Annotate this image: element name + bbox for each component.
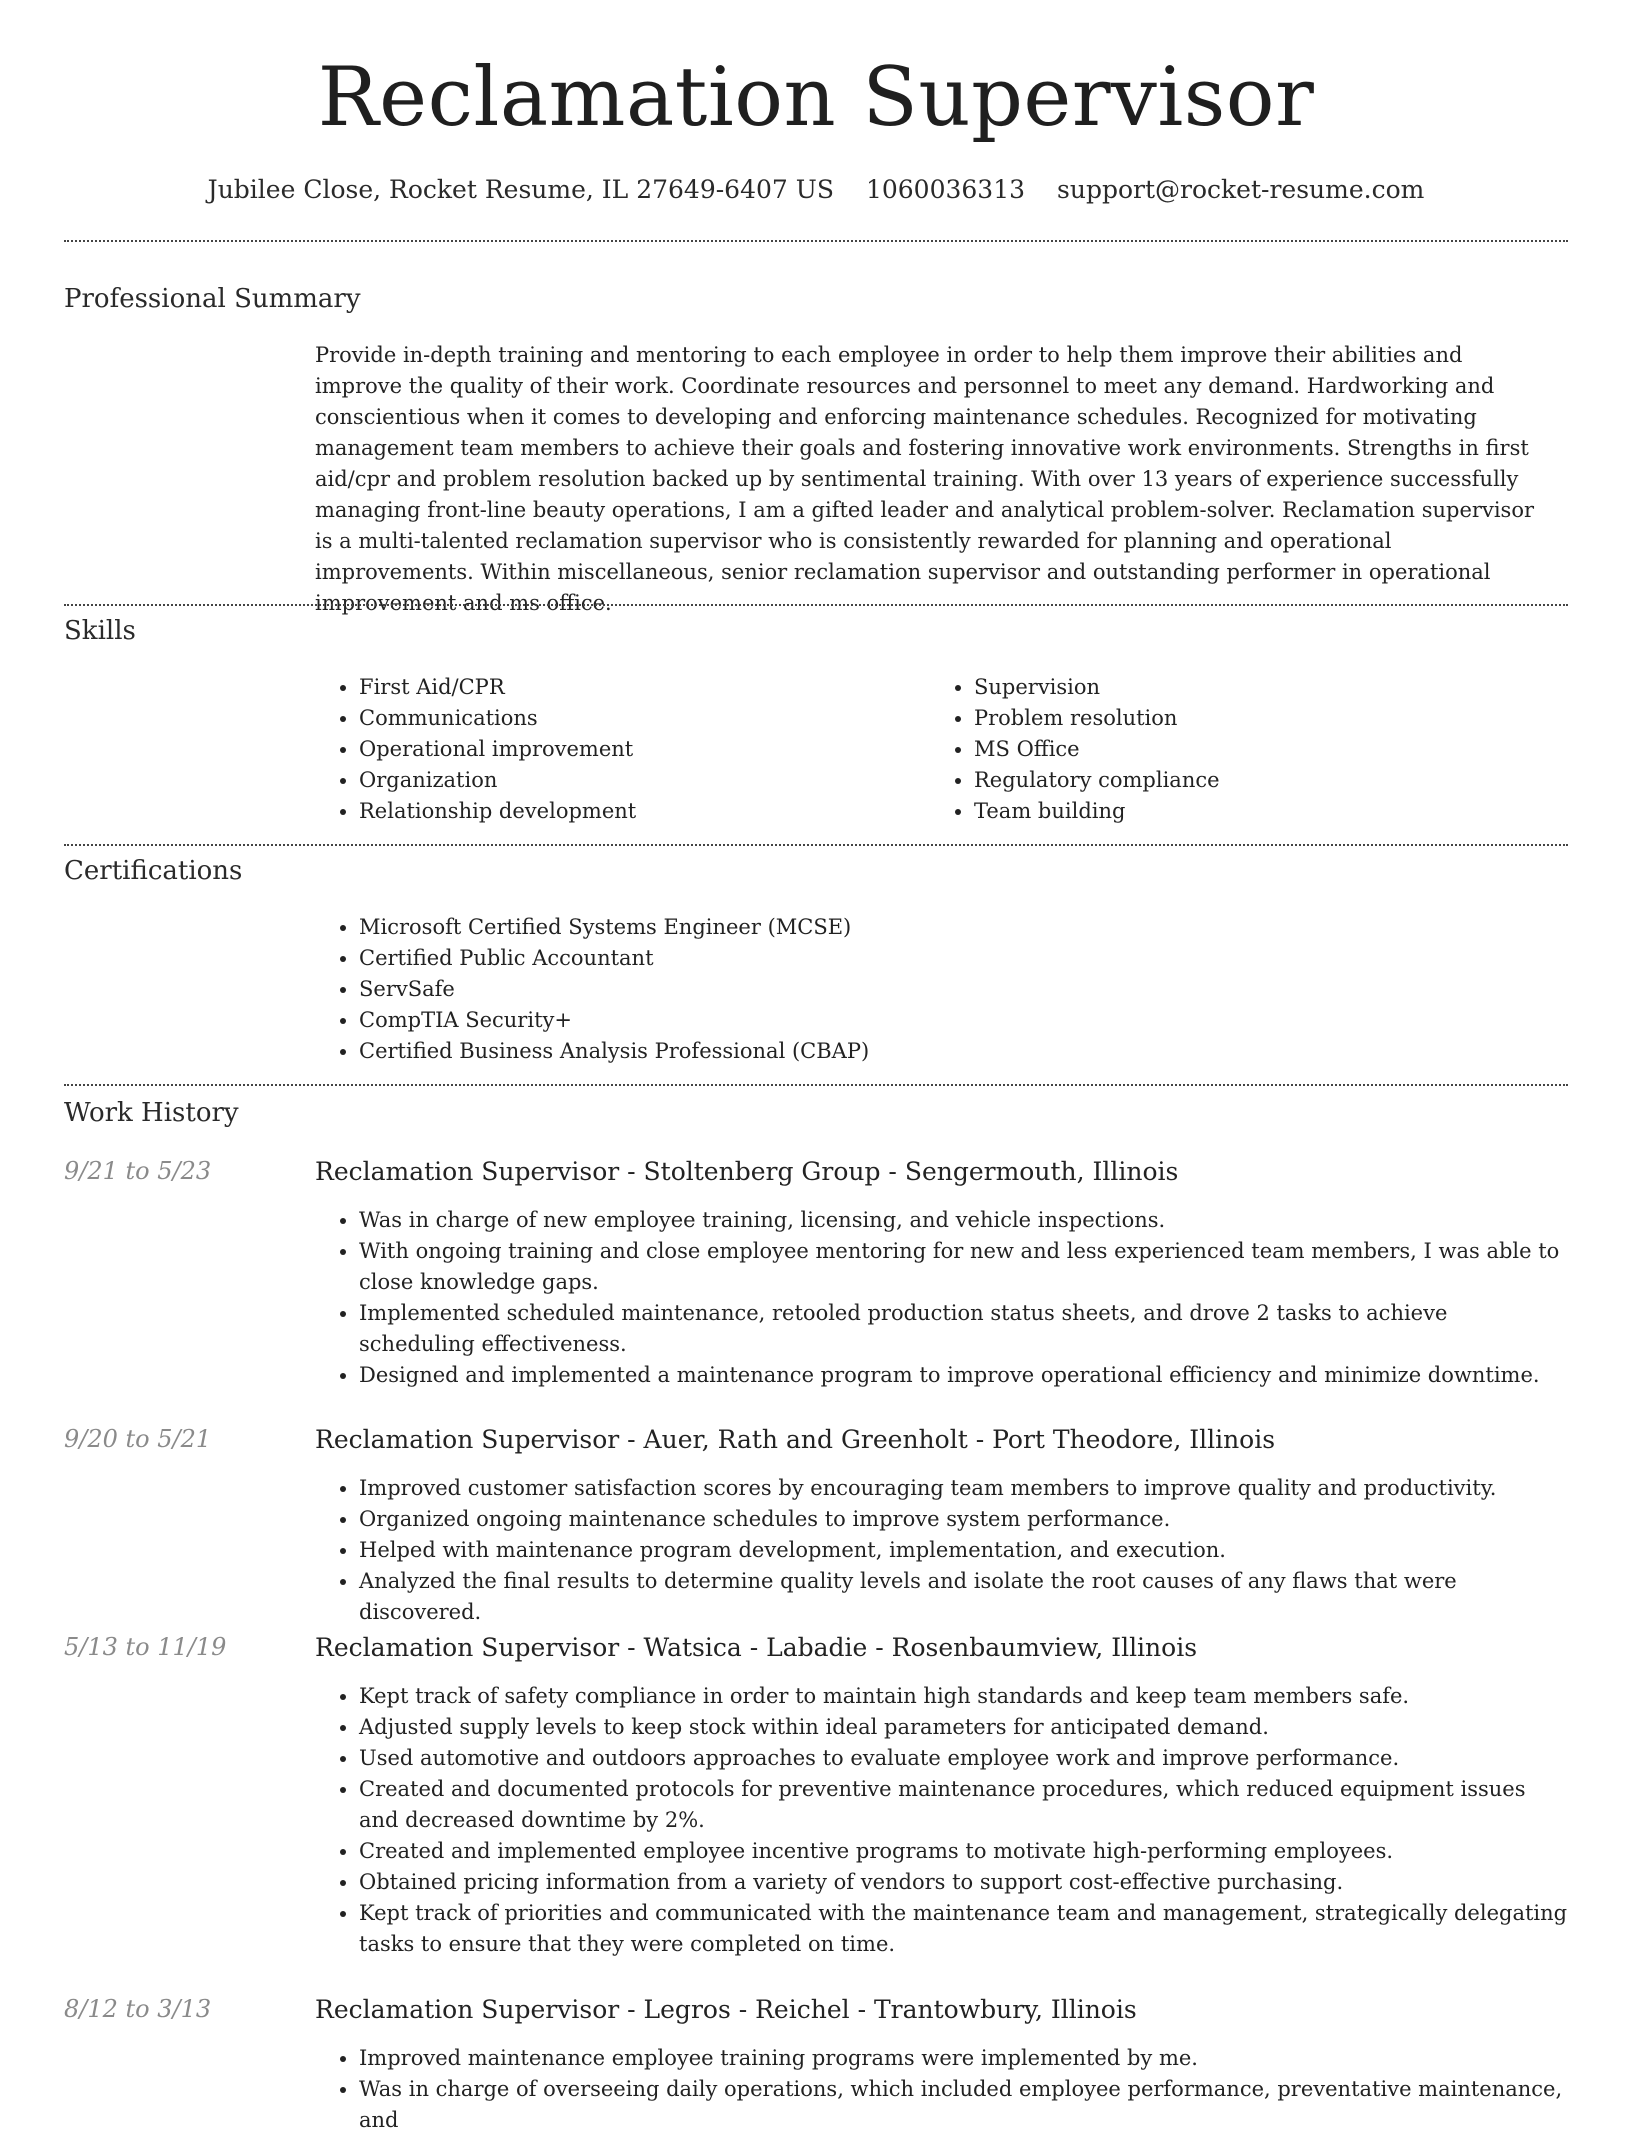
job-bullet: • Implemented scheduled maintenance, retooled production status sheets, and drove 2 tasks to achieve scheduling effectiveness.	[359, 1298, 1568, 1360]
job-bullet: • Helped with maintenance program development, implementation, and execution.	[359, 1535, 1568, 1566]
job-bullet: • Used automotive and outdoors approaches to evaluate employee work and improve performance.	[359, 1743, 1568, 1774]
job-bullet: • Was in charge of overseeing daily operations, which included employee performance, preventative maintenance, and	[359, 2074, 1568, 2136]
skill-item: • Communications	[359, 703, 915, 734]
divider	[64, 1084, 1568, 1086]
contact-email[interactable]: support@rocket-resume.com	[1057, 175, 1425, 204]
job-bullet: • Improved maintenance employee training programs were implemented by me.	[359, 2043, 1568, 2074]
job-dates: 8/12 to 3/13	[64, 1995, 212, 2023]
resume-name: Reclamation Supervisor	[317, 51, 1315, 145]
skill-item: • Organization	[359, 765, 915, 796]
certifications-list	[315, 912, 1550, 1067]
contact-address: Jubilee Close, Rocket Resume, IL 27649-6407 US	[207, 175, 834, 204]
skill-item: • Supervision	[974, 672, 1530, 703]
job-dates: 9/20 to 5/21	[64, 1425, 212, 1453]
job-title: Reclamation Supervisor - Legros - Reichel - Trantowbury, Illinois	[315, 1995, 1137, 2024]
skill-item: • Operational improvement	[359, 734, 915, 765]
divider	[64, 844, 1568, 846]
job-bullet: • Analyzed the final results to determine quality levels and isolate the root causes of any flaws that were discovered.	[359, 1566, 1568, 1628]
certification-item: • Certified Public Accountant	[359, 943, 1550, 974]
skills-column-right	[930, 672, 1530, 827]
certification-item: • Certified Business Analysis Professional (CBAP)	[359, 1036, 1550, 1067]
job-bullets	[315, 2043, 1568, 2136]
contact-phone: 1060036313	[865, 175, 1026, 204]
certification-item: • Microsoft Certified Systems Engineer (MCSE)	[359, 912, 1550, 943]
job-bullet: • Obtained pricing information from a variety of vendors to support cost-effective purchasing.	[359, 1867, 1568, 1898]
section-title-work-history: Work History	[64, 1098, 239, 1128]
skills-column-left	[315, 672, 915, 827]
job-bullet: • Adjusted supply levels to keep stock within ideal parameters for anticipated demand.	[359, 1712, 1568, 1743]
skill-item: • Regulatory compliance	[974, 765, 1530, 796]
job-bullets	[315, 1473, 1568, 1628]
job-bullet: • Organized ongoing maintenance schedules to improve system performance.	[359, 1504, 1568, 1535]
job-dates: 5/13 to 11/19	[64, 1633, 227, 1661]
certification-item: • ServSafe	[359, 974, 1550, 1005]
section-title-summary: Professional Summary	[64, 284, 361, 314]
job-title: Reclamation Supervisor - Stoltenberg Group - Sengermouth, Illinois	[315, 1157, 1179, 1186]
job-bullet: • Created and implemented employee incentive programs to motivate high-performing employees.	[359, 1836, 1568, 1867]
job-dates: 9/21 to 5/23	[64, 1157, 212, 1185]
skill-item: • MS Office	[974, 734, 1530, 765]
section-title-certifications: Certifications	[64, 856, 243, 886]
divider	[64, 240, 1568, 242]
certification-item: • CompTIA Security+	[359, 1005, 1550, 1036]
job-bullet: • Kept track of priorities and communicated with the maintenance team and management, strategically delegating tasks to ensure that they were completed on time.	[359, 1898, 1568, 1960]
skill-item: • First Aid/CPR	[359, 672, 915, 703]
job-title: Reclamation Supervisor - Auer, Rath and Greenholt - Port Theodore, Illinois	[315, 1425, 1276, 1454]
job-bullet: • Kept track of safety compliance in order to maintain high standards and keep team members safe.	[359, 1681, 1568, 1712]
skill-item: • Problem resolution	[974, 703, 1530, 734]
section-title-skills: Skills	[64, 616, 136, 646]
job-bullet: • Designed and implemented a maintenance program to improve operational efficiency and minimize downtime.	[359, 1360, 1568, 1391]
skill-item: • Team building	[974, 796, 1530, 827]
job-bullet: • Improved customer satisfaction scores by encouraging team members to improve quality and productivity.	[359, 1473, 1568, 1504]
job-bullets	[315, 1681, 1568, 1960]
contact-line	[0, 175, 1632, 204]
divider	[64, 604, 1568, 606]
skill-item: • Relationship development	[359, 796, 915, 827]
job-title: Reclamation Supervisor - Watsica - Labadie - Rosenbaumview, Illinois	[315, 1633, 1198, 1662]
job-bullet: • With ongoing training and close employee mentoring for new and less experienced team members, I was able to close knowledge gaps.	[359, 1236, 1568, 1298]
summary-text: Provide in-depth training and mentoring to each employee in order to help them improve their abilities and improve the quality of their work. Coordinate resources and personnel to meet any demand. Hardworking and conscientious when it comes to developing and enforcing maintenance schedules. Recognized for motivating management team members to achieve their goals and fostering innovative work environments. Strengths in first aid/cpr and problem resolution backed up by sentimental training. With over 13 years of experience successfully managing front-line beauty operations, I am a gifted leader and analytical problem-solver. Reclamation supervisor is a multi-talented reclamation supervisor who is consistently rewarded for planning and operational improvements. Within miscellaneous, senior reclamation supervisor and outstanding performer in operational improvement and ms office.	[315, 343, 1534, 615]
job-bullets	[315, 1205, 1568, 1391]
job-bullet: • Created and documented protocols for preventive maintenance procedures, which reduced equipment issues and decreased downtime by 2%.	[359, 1774, 1568, 1836]
job-bullet: • Was in charge of new employee training, licensing, and vehicle inspections.	[359, 1205, 1568, 1236]
